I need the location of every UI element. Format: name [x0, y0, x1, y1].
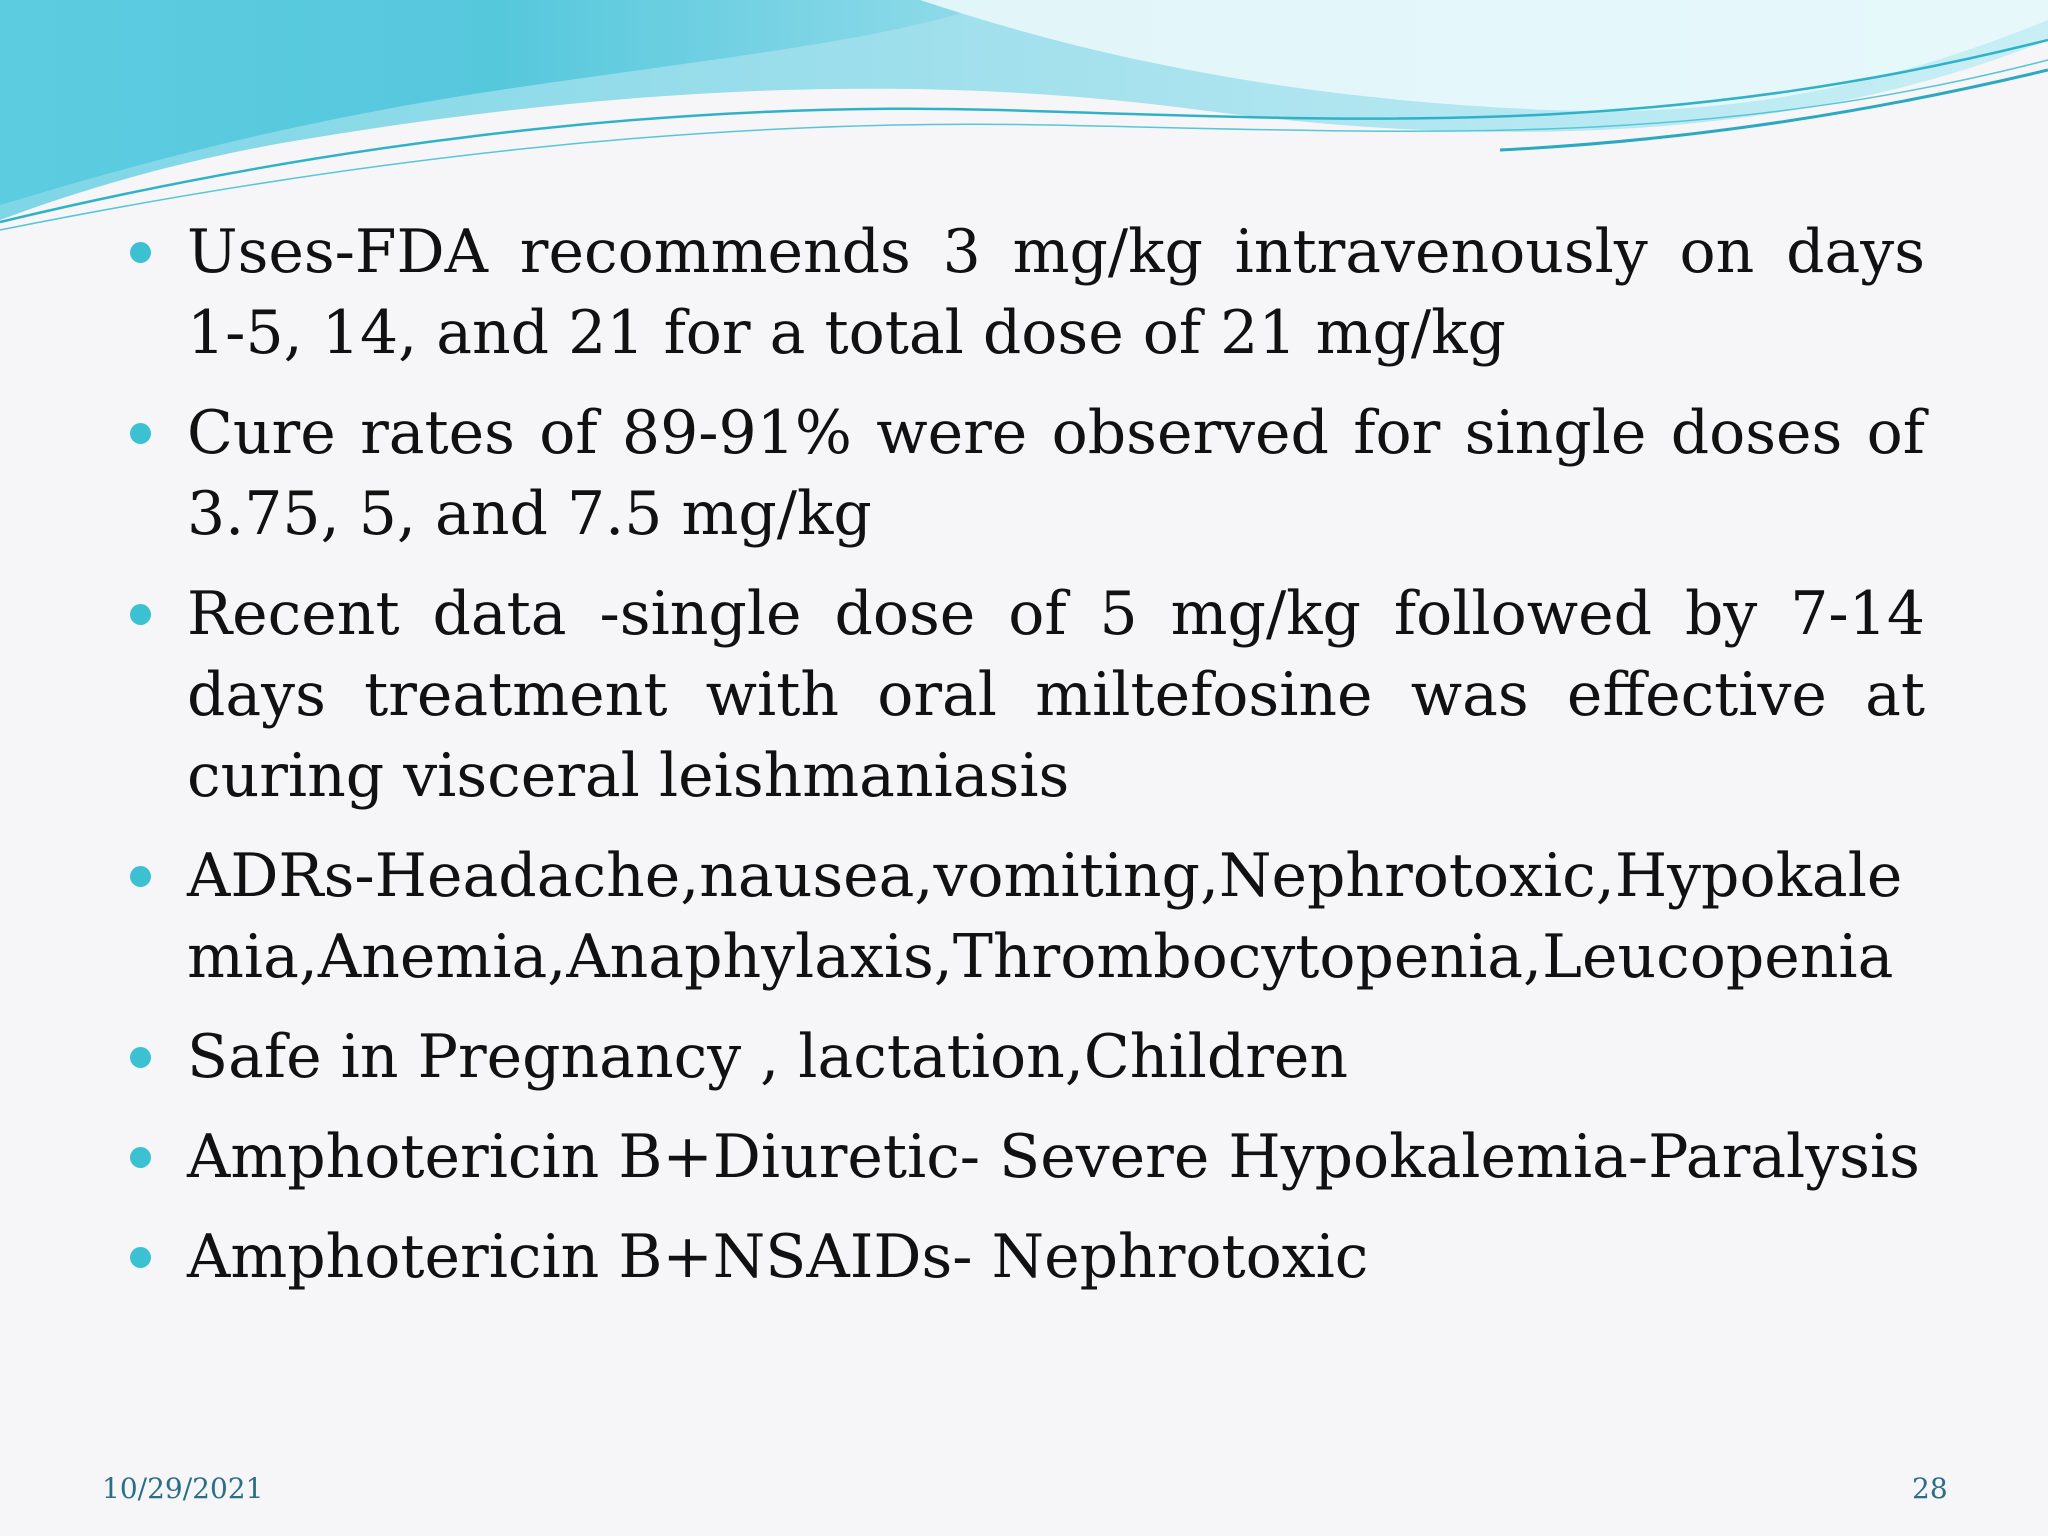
bullet-icon	[130, 1147, 151, 1168]
slide-body	[125, 212, 1925, 1317]
bullet-text: Cure rates of 89-91% were observed for single doses of 3.75, 5, and 7.5 mg/kg	[187, 398, 1925, 549]
slide-number: 28	[1912, 1472, 1948, 1505]
bullet-item-adrs	[125, 836, 1925, 998]
bullet-item-cure-rates	[125, 393, 1925, 555]
bullet-text: Amphotericin B+Diuretic- Severe Hypokalemia-Paralysis	[187, 1122, 1920, 1192]
bullet-text: ADRs-Headache,nausea,vomiting,Nephrotoxic,Hypokalemia,Anemia,Anaphylaxis,Thrombocytopenia,Leucopenia	[187, 841, 1903, 992]
bullet-item-safety	[125, 1017, 1925, 1098]
header-wave-decoration	[0, 0, 2048, 240]
bullet-icon	[130, 242, 151, 263]
bullet-item-fda-dosing	[125, 212, 1925, 374]
bullet-text: Amphotericin B+NSAIDs- Nephrotoxic	[187, 1222, 1369, 1292]
bullet-icon	[130, 423, 151, 444]
bullet-item-recent-data	[125, 574, 1925, 817]
bullet-item-nsaid-interaction	[125, 1217, 1925, 1298]
bullet-text: Uses-FDA recommends 3 mg/kg intravenously on days 1-5, 14, and 21 for a total dose of 21 mg/kg	[187, 217, 1925, 368]
bullet-icon	[130, 1047, 151, 1068]
footer-date: 10/29/2021	[102, 1472, 264, 1505]
bullet-icon	[130, 604, 151, 625]
bullet-icon	[130, 866, 151, 887]
bullet-icon	[130, 1247, 151, 1268]
bullet-text: Recent data -single dose of 5 mg/kg followed by 7-14 days treatment with oral miltefosine was effective at curing visceral leishmaniasis	[187, 579, 1925, 811]
bullet-list	[125, 212, 1925, 1298]
bullet-text: Safe in Pregnancy , lactation,Children	[187, 1022, 1349, 1092]
bullet-item-diuretic-interaction	[125, 1117, 1925, 1198]
